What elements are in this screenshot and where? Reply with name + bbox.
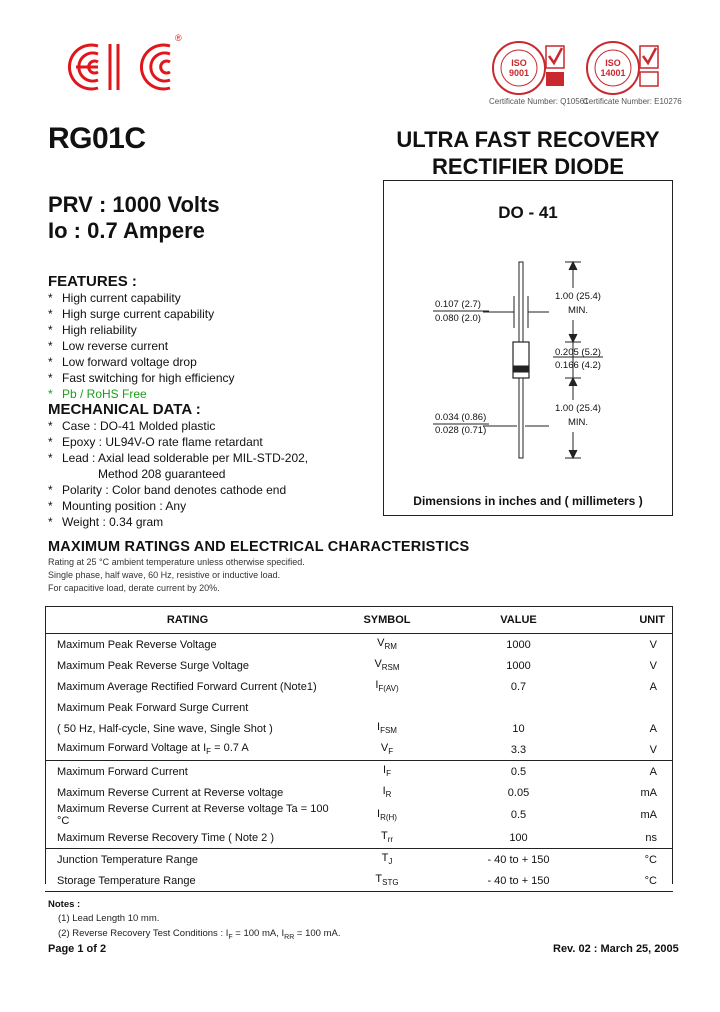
feature-item: * High current capability — [48, 291, 181, 305]
cell-symbol — [330, 697, 444, 718]
table-row — [45, 697, 673, 718]
cell-value: 0.05 — [507, 786, 530, 799]
cell-symbol: $V_{RM}$ — [377, 637, 397, 652]
cell-rating: Maximum Forward Voltage at $I_F = 0.7$ A — [57, 742, 249, 757]
feature-item: * Low forward voltage drop — [48, 355, 197, 369]
dim-lead-length-top: 1.00 (25.4) — [555, 291, 601, 302]
col-header-rating: RATING — [45, 607, 330, 634]
cell-unit: °C — [593, 870, 673, 892]
cell-symbol: $I_{FSM}$ — [377, 721, 397, 736]
svg-text:14001: 14001 — [600, 68, 626, 78]
dim-min-bottom: MIN. — [568, 417, 589, 428]
table-header-row — [45, 607, 673, 634]
svg-text:ISO: ISO — [511, 58, 527, 68]
table-row — [45, 761, 673, 783]
col-header-symbol: SYMBOL — [330, 607, 444, 634]
cell-symbol: $I_R$ — [382, 785, 392, 800]
ratings-note: Rating at 25 °C ambient temperature unless otherwise specified. — [48, 557, 305, 567]
cell-symbol: $V_F$ — [380, 742, 394, 757]
dim-wire-dia-min: 0.028 (0.71) — [435, 425, 487, 436]
ratings-note: Single phase, half wave, 60 Hz, resistive or inductive load. — [48, 570, 281, 580]
cell-value: 100 — [509, 831, 528, 844]
note-2: (2) Reverse Recovery Test Conditions : $I_F = 100$ mA, $I_{RR} = 100$ mA. — [58, 928, 341, 941]
cell-unit: A — [649, 680, 657, 693]
cell-value: - 40 to + 150 — [444, 870, 593, 892]
title-line-2: RECTIFIER DIODE — [432, 154, 624, 179]
revision-date: Rev. 02 : March 25, 2005 — [553, 943, 679, 955]
cert-caption-14001: Certificate Number: E10276 — [583, 97, 682, 106]
feature-item: * High reliability — [48, 323, 137, 337]
svg-text:9001: 9001 — [508, 68, 530, 78]
prv-spec: PRV : 1000 Volts — [48, 192, 220, 217]
dim-lead-dia-max: 0.107 (2.7) — [435, 299, 481, 310]
ratings-note: For capacitive load, derate current by 20%. — [48, 583, 220, 593]
cell-unit: V — [649, 659, 657, 672]
mechanical-item: * Weight : 0.34 gram — [48, 515, 164, 529]
cell-rating: Maximum Reverse Current at Reverse voltage — [57, 786, 284, 799]
cell-rating: Maximum Peak Reverse Surge Voltage — [57, 659, 249, 672]
cell-unit: mA — [640, 809, 657, 821]
feature-item-rohs: * Pb / RoHS Free — [48, 387, 147, 401]
cell-unit: V — [649, 638, 657, 651]
svg-text:ISO: ISO — [605, 58, 621, 68]
col-header-unit: UNIT — [593, 607, 673, 634]
feature-item: * High surge current capability — [48, 307, 215, 321]
table-row — [45, 718, 673, 739]
col-header-value: VALUE — [444, 607, 593, 634]
cell-value: - 40 to + 150 — [444, 849, 593, 871]
cell-unit: A — [649, 722, 657, 735]
cell-rating: Storage Temperature Range — [45, 870, 330, 892]
cell-value: 1000 — [506, 638, 531, 651]
mechanical-item: * Mounting position : Any — [48, 499, 187, 513]
cell-symbol: $V_{RSM}$ — [374, 658, 400, 673]
table-row — [45, 676, 673, 697]
cell-rating: Maximum Average Rectified Forward Current (Note1) — [57, 680, 317, 693]
title-line-1: ULTRA FAST RECOVERY — [396, 127, 660, 152]
mechanical-item: * Case : DO-41 Molded plastic — [48, 419, 216, 433]
dim-wire-dia-max: 0.034 (0.86) — [435, 412, 487, 423]
dim-body-max: 0.205 (5.2) — [555, 347, 601, 358]
table-row — [45, 634, 673, 656]
cell-unit: °C — [593, 849, 673, 871]
mechanical-item-cont: Method 208 guaranteed — [98, 467, 226, 481]
package-title: DO - 41 — [498, 203, 558, 222]
dimensions-caption: Dimensions in inches and ( millimeters ) — [413, 494, 643, 508]
ratings-table — [45, 606, 673, 892]
table-row — [45, 827, 673, 849]
table-row — [45, 782, 673, 803]
dim-body-min: 0.166 (4.2) — [555, 360, 601, 371]
cell-value: 0.5 — [510, 809, 527, 821]
features-heading: FEATURES : — [48, 273, 137, 290]
cell-value: 1000 — [506, 659, 531, 672]
dim-lead-dia-min: 0.080 (2.0) — [435, 313, 481, 324]
table-row — [45, 849, 673, 871]
notes-heading: Notes : — [48, 899, 81, 910]
cell-unit: A — [593, 761, 673, 783]
cell-rating: Junction Temperature Range — [45, 849, 330, 871]
eic-logo — [58, 36, 190, 98]
part-number: RG01C — [48, 122, 146, 155]
mechanical-item: * Lead : Axial lead solderable per MIL-STD-202, — [48, 451, 309, 465]
cell-rating: Maximum Forward Current — [45, 761, 330, 783]
cell-symbol: $I_{R(H)}$ — [377, 807, 397, 823]
table-row — [45, 655, 673, 676]
cell-unit: ns — [645, 831, 657, 844]
cell-value: 0.5 — [444, 761, 593, 783]
cell-value: 10 — [512, 722, 525, 735]
cell-symbol: $T_{rr}$ — [380, 830, 394, 845]
cell-value — [444, 697, 593, 718]
cell-symbol: $I_{F(AV)}$ — [375, 679, 399, 694]
cell-rating: ( 50 Hz, Half-cycle, Sine wave, Single Shot ) — [57, 722, 273, 735]
cert-caption-9001: Certificate Number: Q10561 — [489, 97, 589, 106]
cell-symbol: $T_J$ — [330, 849, 444, 871]
table-row — [45, 803, 673, 827]
cell-rating: Maximum Reverse Recovery Time ( Note 2 ) — [57, 831, 274, 844]
io-spec: Io : 0.7 Ampere — [48, 218, 205, 243]
cell-rating: Maximum Peak Forward Surge Current — [57, 701, 249, 714]
cell-symbol: $T_{STG}$ — [330, 870, 444, 892]
cell-unit — [593, 697, 673, 718]
cell-unit: mA — [640, 786, 657, 799]
cell-symbol: $I_F$ — [330, 761, 444, 783]
cell-rating: Maximum Reverse Current at Reverse voltage Ta = 100 °C — [57, 803, 329, 827]
feature-item: * Fast switching for high efficiency — [48, 371, 235, 385]
table-row — [45, 870, 673, 892]
cell-value: 0.7 — [510, 680, 527, 693]
registered-mark: ® — [175, 33, 182, 43]
mechanical-item: * Polarity : Color band denotes cathode end — [48, 483, 287, 497]
page-number: Page 1 of 2 — [48, 943, 107, 955]
cell-unit: V — [649, 743, 657, 756]
mechanical-heading: MECHANICAL DATA : — [48, 401, 201, 418]
feature-item: * Low reverse current — [48, 339, 169, 353]
dim-min-top: MIN. — [568, 305, 589, 316]
cell-rating: Maximum Peak Reverse Voltage — [57, 638, 217, 651]
mechanical-item: * Epoxy : UL94V-O rate flame retardant — [48, 435, 263, 449]
cell-value: 3.3 — [510, 743, 527, 756]
table-row — [45, 739, 673, 761]
dim-lead-length-bottom: 1.00 (25.4) — [555, 403, 601, 414]
ratings-heading: MAXIMUM RATINGS AND ELECTRICAL CHARACTERISTICS — [48, 539, 470, 555]
do41-dimension-drawing — [383, 180, 673, 516]
note-1: (1) Lead Length 10 mm. — [58, 913, 160, 924]
